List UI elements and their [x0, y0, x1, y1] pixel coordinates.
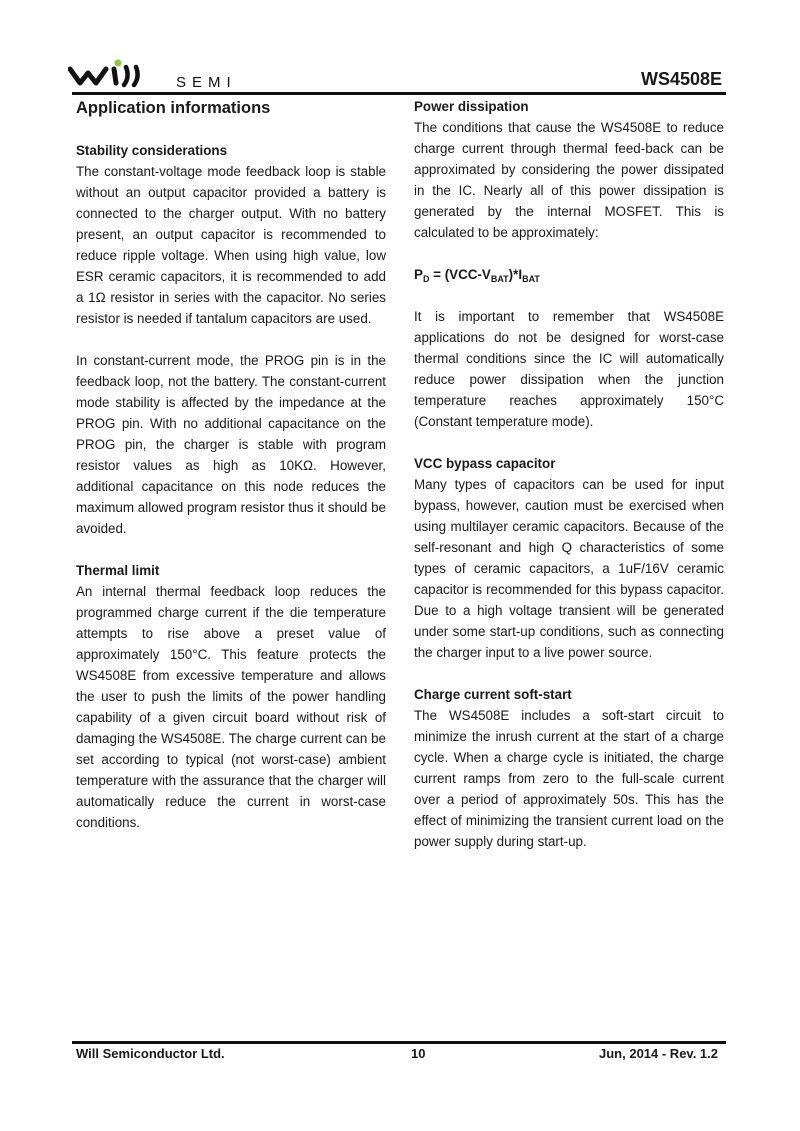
- header-rule: [72, 92, 726, 95]
- page-header: [68, 55, 726, 95]
- section-title-soft-start: Charge current soft-start: [414, 687, 572, 702]
- page-title: Application informations: [76, 99, 271, 117]
- left-column: [76, 96, 386, 833]
- section-title-power: Power dissipation: [414, 99, 529, 114]
- footer-page-number: 10: [411, 1046, 426, 1061]
- paragraph-stability-1: The constant-voltage mode feedback loop is stable without an output capacitor provided a battery is connected to the charger output. With no battery present, an output capacitor is recommended to reduce ripple voltage. When using high value, low ESR ceramic capacitors, it is recommended to add a 1Ω resistor in series with the capacitor. No series resistor is needed if tantalum capacitors are used.: [76, 164, 386, 326]
- paragraph-stability-2: In constant-current mode, the PROG pin is in the feedback loop, not the battery. The constant-current mode stability is affected by the impedance at the PROG pin. With no additional capacitance on the PROG pin, the charger is stable with program resistor values as high as 10KΩ. However, additional capacitance on this node reduces the maximum allowed program resistor thus it should be avoided.: [76, 353, 386, 536]
- footer-company: Will Semiconductor Ltd.: [76, 1046, 225, 1061]
- paragraph-power-1: The conditions that cause the WS4508E to reduce charge current through thermal feed-back can be approximated by considering the power dissipated in the IC. Nearly all of this power dissipation is generated by the internal MOSFET. This is calculated to be approximately:: [414, 120, 724, 240]
- will-semi-logo: [68, 59, 258, 91]
- section-title-thermal: Thermal limit: [76, 563, 160, 578]
- paragraph-soft-start: The WS4508E includes a soft-start circuit to minimize the inrush current at the start of a charge cycle. When a charge cycle is initiated, the charge current ramps from zero to the full-scale current over a period of approximately 50s. This has the effect of minimizing the transient current load on the power supply during start-up.: [414, 708, 724, 849]
- logo-text: SEMI: [176, 74, 237, 91]
- paragraph-power-2: It is important to remember that WS4508E applications do not be designed for worst-case thermal conditions since the IC will automatically reduce power dissipation when the junction temperature reaches approximately 150°C (Constant temperature mode).: [414, 309, 724, 429]
- right-column: [414, 96, 724, 852]
- section-title-vcc-bypass: VCC bypass capacitor: [414, 456, 556, 471]
- footer-date-revision: Jun, 2014 - Rev. 1.2: [599, 1046, 718, 1061]
- document-id: WS4508E: [640, 69, 722, 89]
- section-title-stability: Stability considerations: [76, 143, 228, 158]
- paragraph-thermal: An internal thermal feedback loop reduces the programmed charge current if the die temperature attempts to rise above a preset value of approximately 150°C. This feature protects the WS4508E from excessive temperature and allows the user to push the limits of the power handling capability of a given circuit board without risk of damaging the WS4508E. The charge current can be set according to typical (not worst-case) ambient temperature with the assurance that the charger will automatically reduce the current in worst-case conditions.: [76, 584, 386, 830]
- paragraph-vcc-bypass: Many types of capacitors can be used for input bypass, however, caution must be exercised when using multilayer ceramic capacitors. Because of the self-resonant and high Q characteristics of some types of ceramic capacitors, a 1uF/16V ceramic capacitor is recommended for this bypass capacitor. Due to a high voltage transient will be generated under some start-up conditions, such as connecting the charger input to a live power source.: [414, 477, 724, 660]
- footer-rule: [72, 1041, 726, 1044]
- power-formula: $P_D = (VCC-V_{BAT})*I_{BAT}$: [414, 267, 540, 284]
